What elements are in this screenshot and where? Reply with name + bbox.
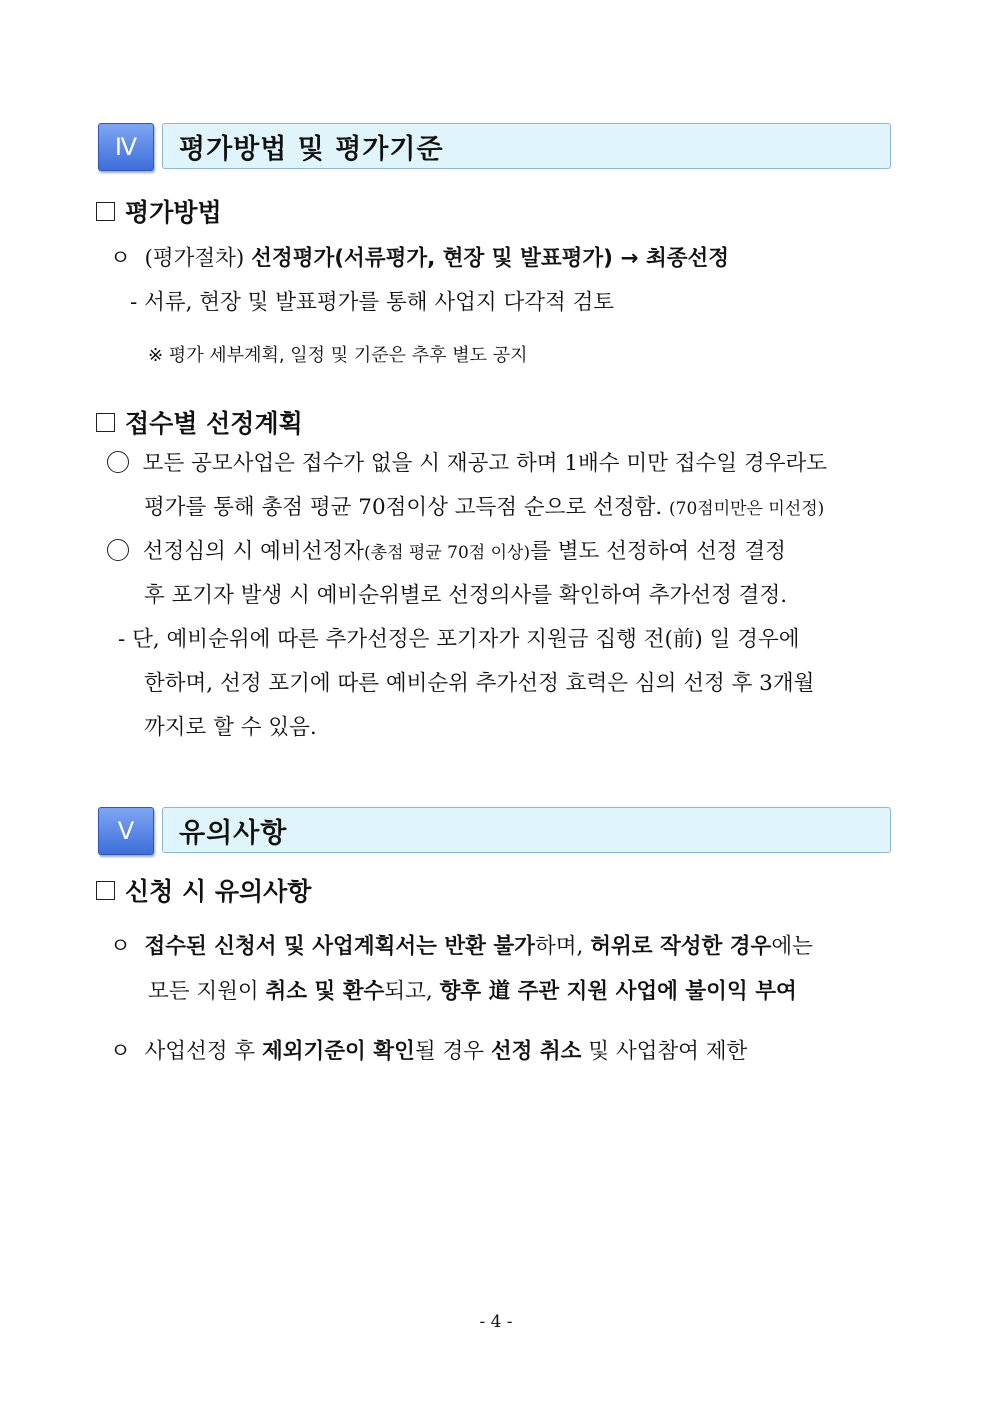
paragraph-3-line-2: 한하며, 선정 포기에 따른 예비순위 추가선정 효력은 심의 선정 후 3개월 (144, 671, 815, 696)
text: 하며, (534, 934, 591, 959)
paragraph-1-line-2 (144, 493, 824, 524)
section-number-badge: Ⅳ (98, 123, 154, 171)
eval-procedure-line (110, 244, 729, 274)
subheading-selection-plan (96, 404, 303, 440)
subheading-label: 신청 시 유의사항 (125, 877, 312, 906)
text: 되고, (384, 979, 440, 1004)
section-4-header (98, 123, 893, 171)
paragraph-1-line-1 (107, 449, 827, 479)
bold-text: 취소 및 환수 (265, 979, 385, 1004)
text: 를 별도 선정하여 선정 결정 (530, 539, 786, 564)
section-title: 유의사항 (162, 807, 891, 853)
paragraph-2-line-2: 후 포기자 발생 시 예비순위별로 선정의사를 확인하여 추가선정 결정. (144, 583, 788, 608)
section-5-header (98, 807, 893, 855)
eval-sub-item: - 서류, 현장 및 발표평가를 통해 사업지 다각적 검토 (130, 290, 615, 315)
text: 및 사업참여 제한 (581, 1039, 748, 1064)
checkbox-square-icon (96, 881, 115, 900)
paragraph-3-line-1: - 단, 예비순위에 따른 추가선정은 포기자가 지원금 집행 전(前) 일 경우에 (118, 627, 800, 652)
bold-text: 접수된 신청서 및 사업계획서는 반환 불가 (144, 934, 535, 959)
eval-note: ※ 평가 세부계획, 일정 및 기준은 추후 별도 공지 (148, 345, 528, 366)
circle-bullet-icon (107, 539, 129, 561)
subheading-application-notes (96, 872, 311, 908)
note-1-line-2 (148, 977, 797, 1007)
text: 모든 지원이 (148, 979, 266, 1004)
subheading-evaluation-method (96, 193, 222, 229)
circle-bullet-icon (107, 451, 129, 473)
bold-text: 향후 道 주관 지원 사업에 불이익 부여 (439, 979, 797, 1004)
bullet: ㅇ (110, 934, 131, 959)
bullet: ㅇ (110, 246, 131, 271)
text-small: (70점미만은 미선정) (669, 499, 825, 519)
paragraph-3-line-3: 까지로 할 수 있음. (144, 715, 317, 740)
paragraph-2-line-1 (107, 537, 786, 568)
checkbox-square-icon (96, 413, 115, 432)
bold-text: 허위로 작성한 경우 (590, 934, 772, 959)
eval-prefix: (평가절차) (144, 246, 245, 271)
text: 사업선정 후 (144, 1039, 262, 1064)
bold-text: 제외기준이 확인 (261, 1039, 415, 1064)
text: 평가를 통해 총점 평균 70점이상 고득점 순으로 선정함. (144, 495, 663, 520)
bullet: ㅇ (110, 1039, 131, 1064)
section-title: 평가방법 및 평가기준 (162, 123, 891, 169)
text: 모든 공모사업은 접수가 없을 시 재공고 하며 1배수 미만 접수일 경우라도 (142, 451, 827, 476)
note-2-line (110, 1037, 747, 1067)
subheading-label: 평가방법 (125, 198, 222, 227)
bold-text: 선정 취소 (490, 1039, 582, 1064)
page-number: - 4 - (479, 1312, 513, 1332)
checkbox-square-icon (96, 202, 115, 221)
text: 선정심의 시 예비선정자 (142, 539, 365, 564)
text-small: (총점 평균 70점 이상) (364, 543, 531, 563)
section-number-badge: Ⅴ (98, 807, 154, 855)
eval-procedure-bold: 선정평가(서류평가, 현장 및 발표평가) → 최종선정 (251, 246, 730, 271)
subheading-label: 접수별 선정계획 (125, 409, 303, 438)
text: 될 경우 (414, 1039, 491, 1064)
note-1-line-1 (110, 932, 813, 962)
text: 에는 (771, 934, 813, 959)
